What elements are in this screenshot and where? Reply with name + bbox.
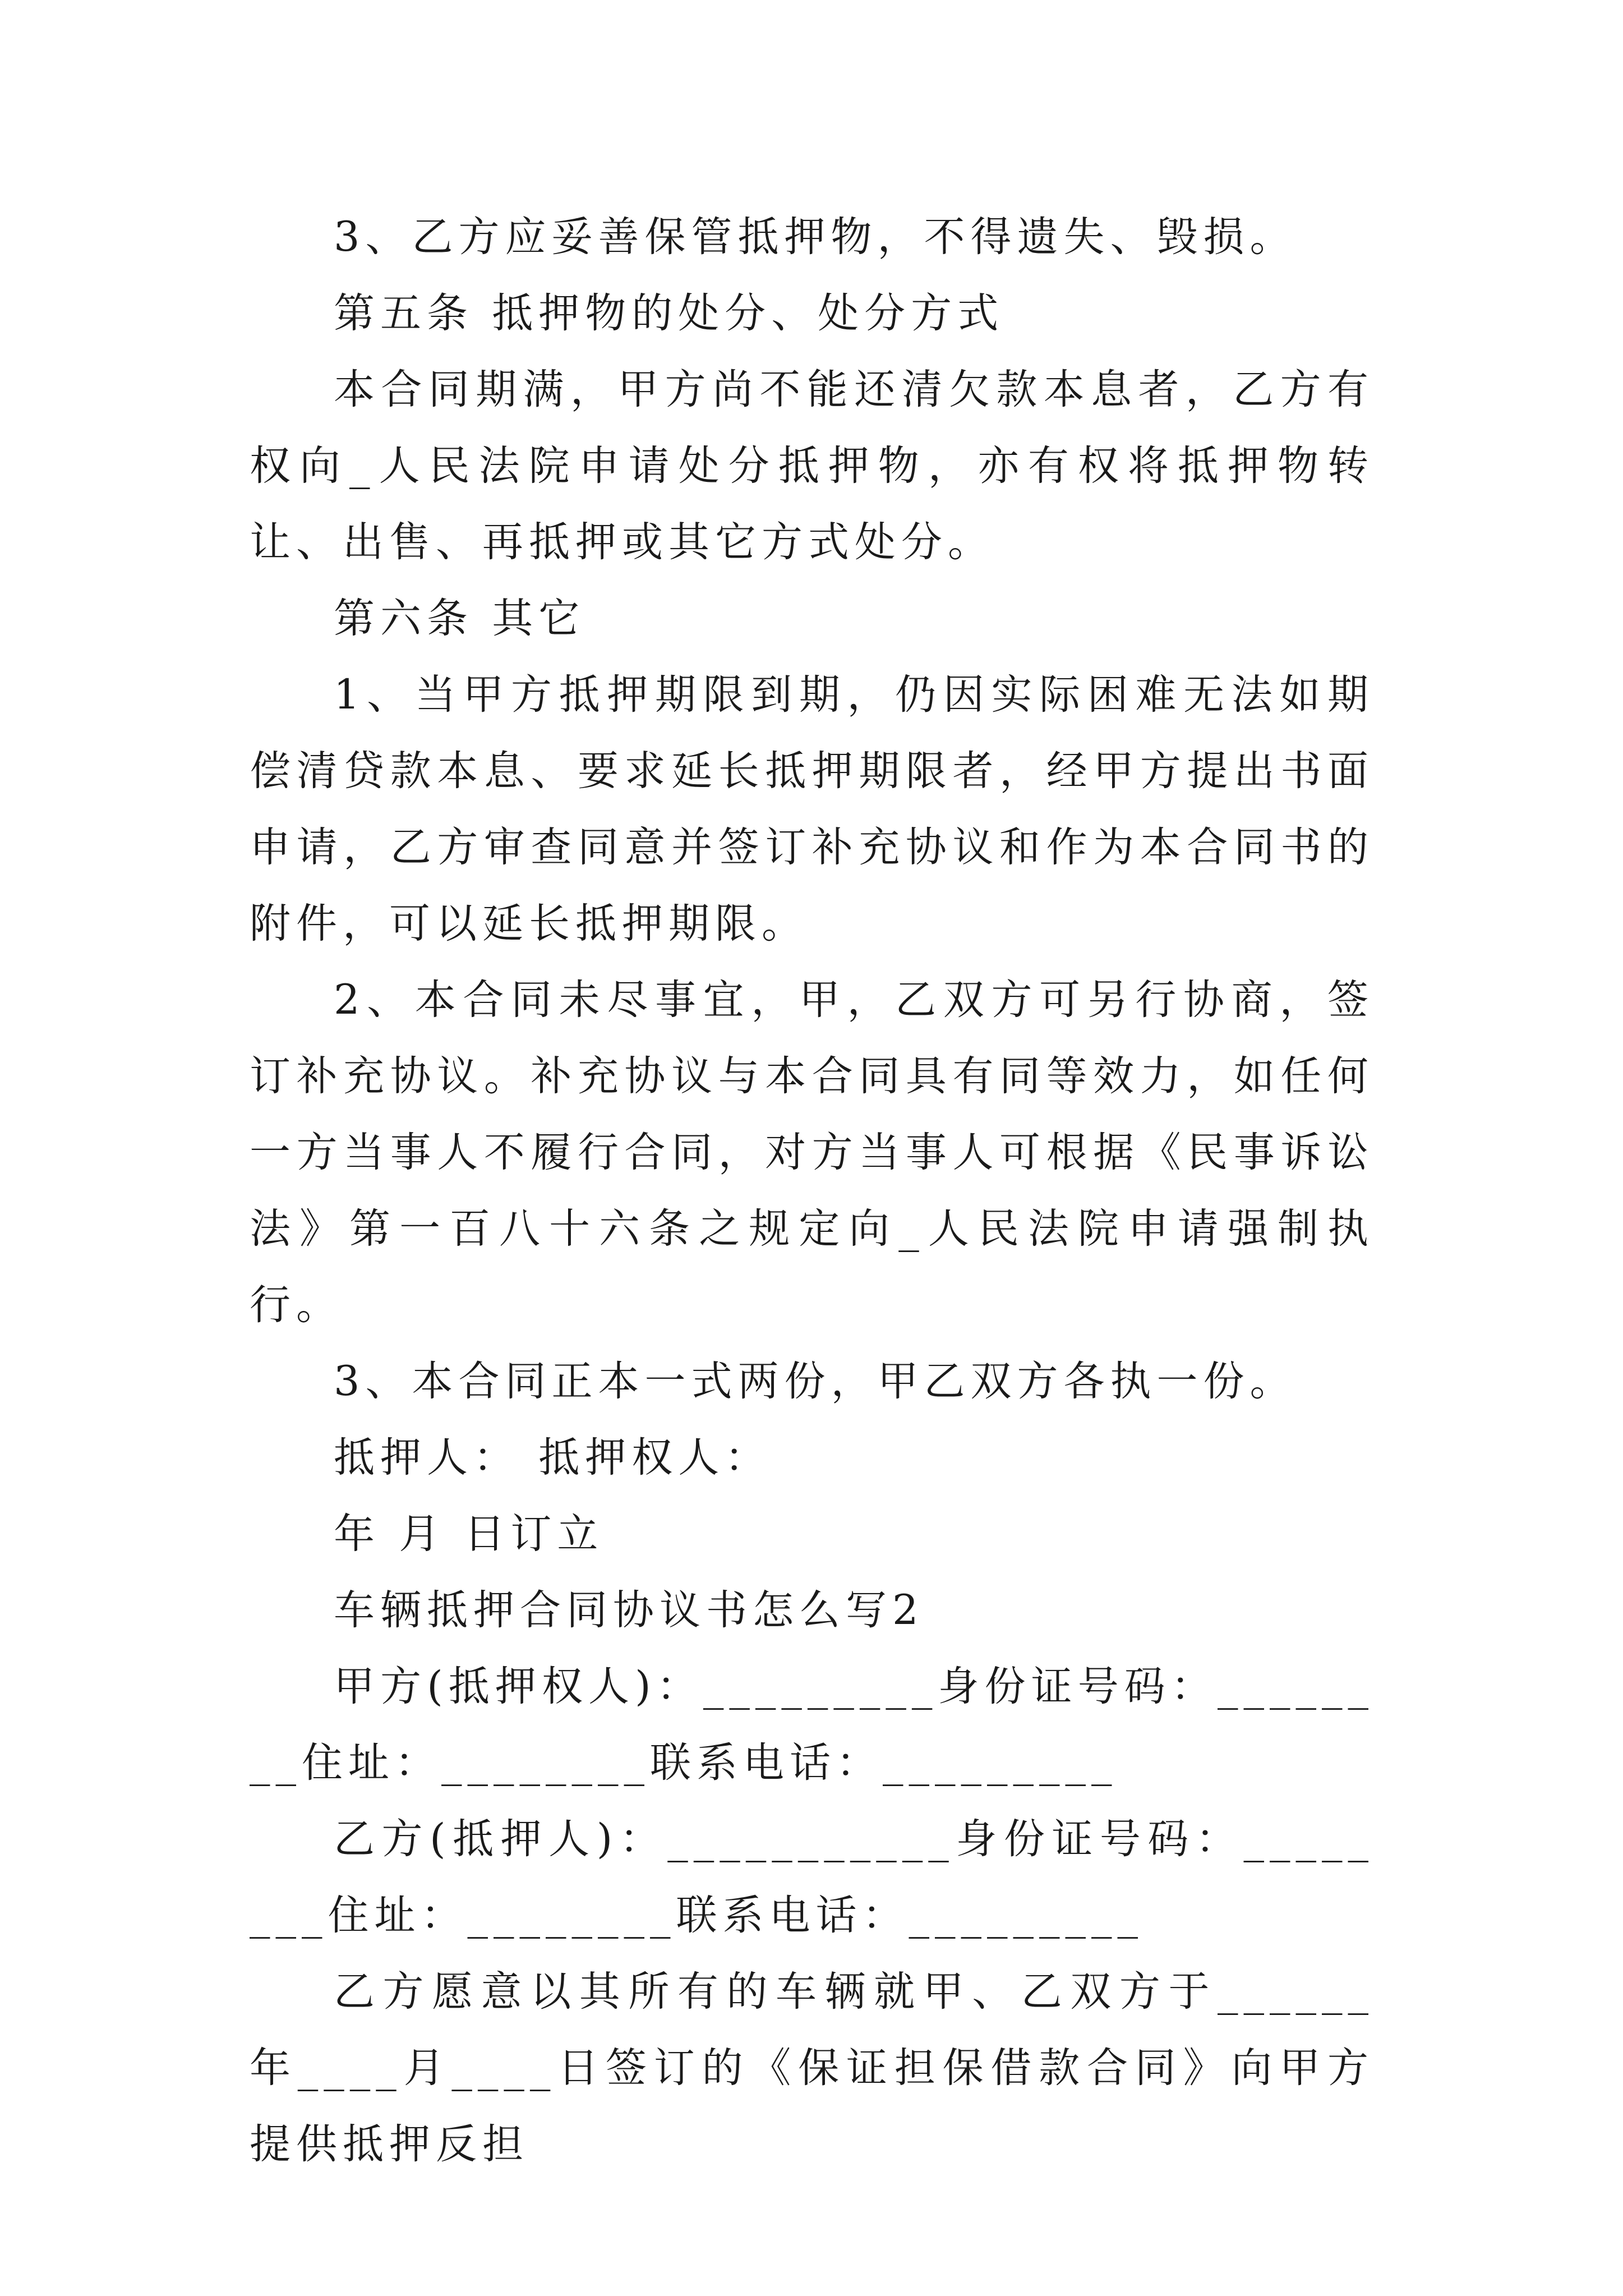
article-6-clause-2: 2、本合同未尽事宜，甲，乙双方可另行协商，签订补充协议。补充协议与本合同具有同等效力，如任何一方当事人不履行合同，对方当事人可根据《民事诉讼法》第一百八十六条之规定向_人民法院申请强制执行。 <box>250 976 1374 1329</box>
document-body <box>250 199 1374 2183</box>
signature-line: 抵押人： 抵押权人： <box>334 1434 772 1481</box>
section-title-2: 车辆抵押合同协议书怎么写2 <box>334 1586 924 1634</box>
party-a-info: 甲方(抵押权人)：_________身份证号码：________住址：________联系电话：_________ <box>250 1663 1374 1787</box>
clause-3-safekeeping: 3、乙方应妥善保管抵押物，不得遗失、毁损。 <box>334 213 1297 261</box>
article-6-heading: 第六条 其它 <box>334 595 585 642</box>
article-5-heading: 第五条 抵押物的处分、处分方式 <box>334 289 1004 337</box>
article-6-clause-1: 1、当甲方抵押期限到期，仍因实际困难无法如期偿清贷款本息、要求延长抵押期限者，经甲方提出书面申请，乙方审查同意并签订补充协议和作为本合同书的附件，可以延长抵押期限。 <box>250 671 1374 947</box>
date-line: 年 月 日订立 <box>334 1510 604 1558</box>
article-5-body: 本合同期满，甲方尚不能还清欠款本息者，乙方有权向_人民法院申请处分抵押物，亦有权将抵押物转让、出售、再抵押或其它方式处分。 <box>250 366 1374 566</box>
article-6-clause-3: 3、本合同正本一式两份，甲乙双方各执一份。 <box>334 1358 1297 1405</box>
party-b-info: 乙方(抵押人)：___________身份证号码：________住址：________联系电话：_________ <box>250 1815 1374 1939</box>
agreement-intro: 乙方愿意以其所有的车辆就甲、乙双方于______年____月____日签订的《保证担保借款合同》向甲方提供抵押反担 <box>250 1968 1374 2168</box>
